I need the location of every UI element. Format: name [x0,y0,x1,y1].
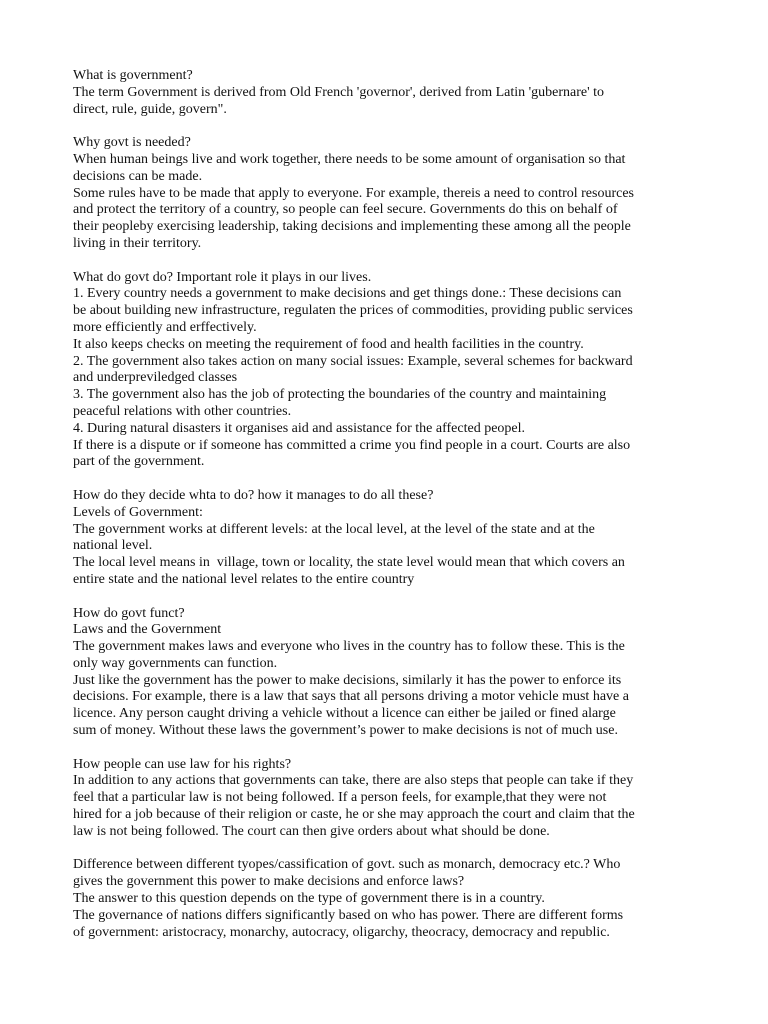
section-law-for-rights [73,757,697,841]
text-line: decisions. For example, there is a law that says that all persons driving a motor vehicle must have a [73,689,629,705]
text-line: hired for a job because of their religion or caste, he or she may approach the court and claim that the [73,807,635,823]
section-what-govt-does [73,270,697,472]
section-levels-of-government [73,488,697,589]
paragraph-gap [73,118,697,135]
heading-line: What do govt do? Important role it plays in our lives. [73,269,372,285]
text-line: more efficiently and erffectively. [73,319,257,335]
text-line: In addition to any actions that governments can take, there are also steps that people can take if they [73,773,634,789]
subheading-line: Laws and the Government [73,622,222,638]
document-page [73,68,697,941]
paragraph-gap [73,589,697,606]
paragraph-gap [73,841,697,858]
heading-line: How people can use law for his rights? [73,756,292,772]
text-line: If there is a dispute or if someone has committed a crime you find people in a court. Courts are also [73,437,631,453]
section-laws-and-government [73,606,697,740]
paragraph-gap [73,253,697,270]
text-line: and protect the territory of a country, so people can feel secure. Governments do this on behalf of [73,202,618,218]
text-line: national level. [73,538,153,554]
heading-line: Difference between different tyopes/cassification of govt. such as monarch, democracy etc.? Who [73,857,621,873]
text-line: licence. Any person caught driving a vehicle without a licence can either be jailed or fined alarge [73,706,616,722]
text-line: decisions can be made. [73,168,203,184]
text-line: feel that a particular law is not being followed. If a person feels, for example,that they were not [73,790,607,806]
heading-line: gives the government this power to make decisions and enforce laws? [73,874,465,890]
text-line: Just like the government has the power to make decisions, similarly it has the power to enforce its [73,672,622,688]
text-line: and underpreviledged classes [73,370,238,386]
text-line: entire state and the national level relates to the entire country [73,571,415,587]
paragraph-gap [73,740,697,757]
text-line: 1. Every country needs a government to make decisions and get things done.: These decisions can [73,286,622,302]
text-line: The government makes laws and everyone who lives in the country has to follow these. This is the [73,639,625,655]
text-line: law is not being followed. The court can then give orders about what should be done. [73,823,550,839]
heading-line: What is government? [73,68,193,83]
text-line: sum of money. Without these laws the government’s power to make decisions is not of much use. [73,723,618,739]
text-line: only way governments can function. [73,655,278,671]
text-line: When human beings live and work together, there needs to be some amount of organisation so that [73,151,626,167]
text-line: The governance of nations differs significantly based on who has power. There are different forms [73,907,624,923]
subheading-line: Levels of Government: [73,504,203,520]
text-line: of government: aristocracy, monarchy, autocracy, oligarchy, theocracy, democracy and republic. [73,924,610,940]
text-line: be about building new infrastructure, regulaten the prices of commodities, providing public services [73,303,633,319]
text-line: The local level means in village, town or locality, the state level would mean that which covers an [73,555,625,571]
text-line: part of the government. [73,454,205,470]
text-line: The term Government is derived from Old French 'governor', derived from Latin 'gubernare' to [73,84,605,100]
paragraph-gap [73,471,697,488]
text-line: peaceful relations with other countries. [73,403,292,419]
section-types-of-government [73,857,697,941]
text-line: It also keeps checks on meeting the requirement of food and health facilities in the country. [73,336,584,352]
text-line: direct, rule, guide, govern". [73,101,227,117]
text-line: Some rules have to be made that apply to everyone. For example, thereis a need to control resources [73,185,634,201]
text-line: The government works at different levels: at the local level, at the level of the state and at the [73,521,595,537]
heading-line: Why govt is needed? [73,135,191,151]
text-line: The answer to this question depends on the type of government there is in a country. [73,891,545,907]
text-line: their peopleby exercising leadership, taking decisions and implementing these among all the people [73,219,631,235]
heading-line: How do govt funct? [73,605,185,621]
text-line: 2. The government also takes action on many social issues: Example, several schemes for backward [73,353,633,369]
heading-line: How do they decide whta to do? how it manages to do all these? [73,487,434,503]
text-line: living in their territory. [73,235,202,251]
section-what-is-government [73,68,697,118]
section-why-govt-needed [73,135,697,253]
text-line: 4. During natural disasters it organises aid and assistance for the affected peopel. [73,420,526,436]
text-line: 3. The government also has the job of protecting the boundaries of the country and maintaining [73,387,607,403]
